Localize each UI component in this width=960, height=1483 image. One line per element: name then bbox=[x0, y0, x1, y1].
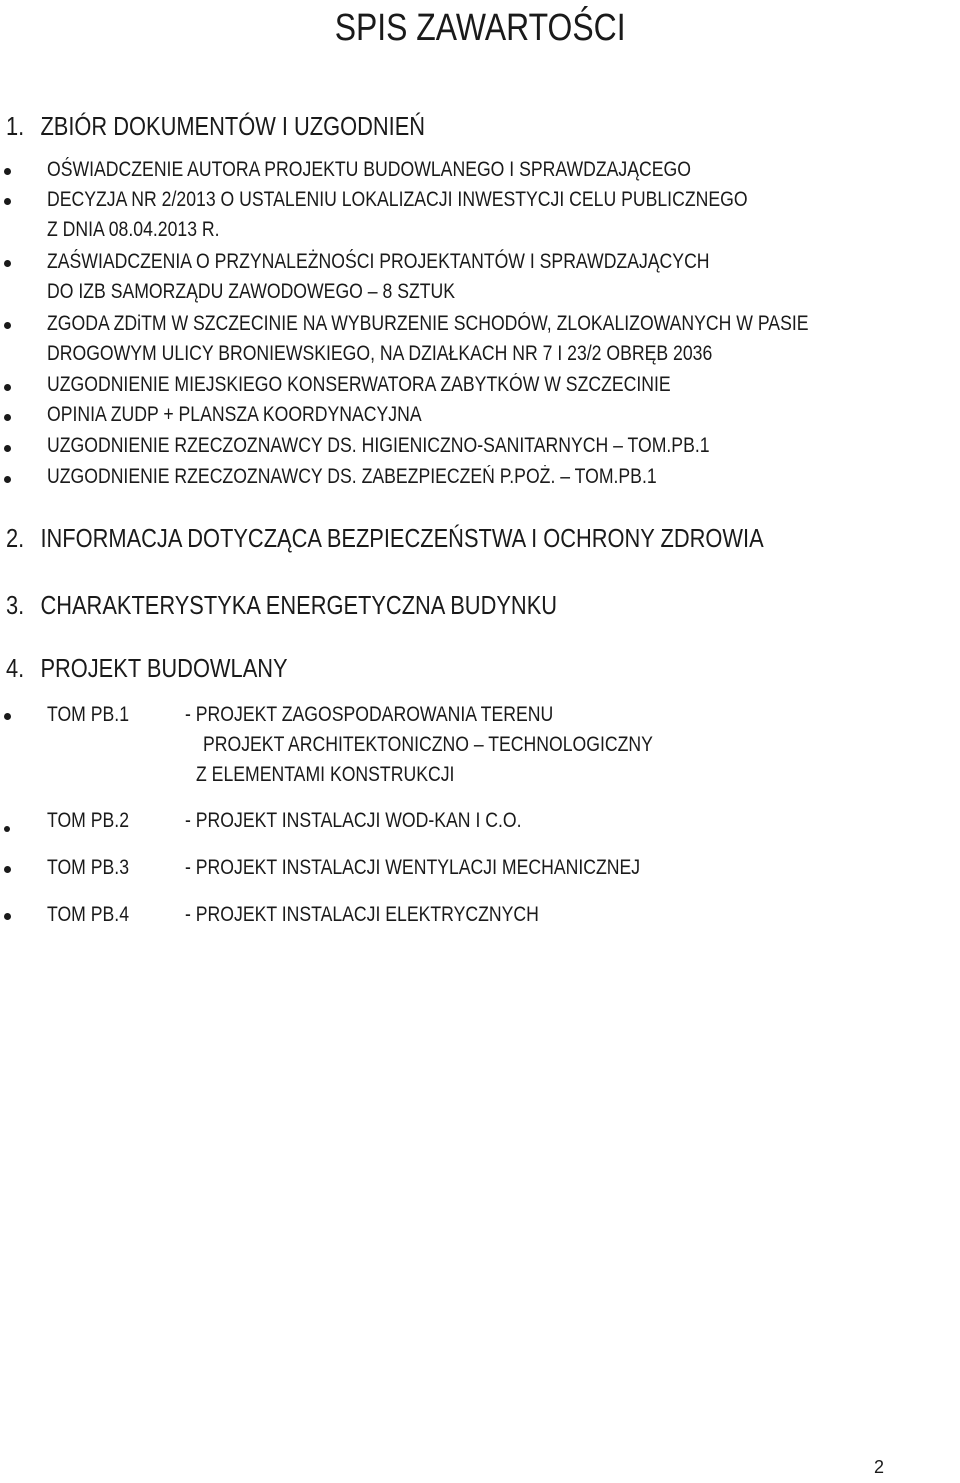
tom-description: Z ELEMENTAMI KONSTRUKCJI bbox=[196, 763, 455, 786]
tom-label: TOM PB.1 bbox=[47, 703, 130, 726]
tom-description: - PROJEKT INSTALACJI WOD-KAN I C.O. bbox=[185, 809, 522, 832]
bullet-icon bbox=[4, 913, 11, 920]
list-item-line: OPINIA ZUDP + PLANSZA KOORDYNACYJNA bbox=[47, 403, 422, 426]
list-item-line: UZGODNIENIE RZECZOZNAWCY DS. HIGIENICZNO-SANITARNYCH – TOM.PB.1 bbox=[47, 434, 710, 457]
section-4-heading: 4. PROJEKT BUDOWLANY bbox=[6, 653, 288, 683]
page-number: 2 bbox=[873, 1457, 884, 1477]
bullet-icon bbox=[4, 322, 11, 329]
list-item-line: DO IZB SAMORZĄDU ZAWODOWEGO – 8 SZTUK bbox=[47, 280, 456, 303]
bullet-icon bbox=[4, 826, 10, 832]
list-item-line: UZGODNIENIE RZECZOZNAWCY DS. ZABEZPIECZEŃ P.POŻ. – TOM.PB.1 bbox=[47, 465, 657, 488]
bullet-icon bbox=[4, 476, 11, 483]
bullet-icon bbox=[4, 414, 11, 421]
list-item-line: UZGODNIENIE MIEJSKIEGO KONSERWATORA ZABYTKÓW W SZCZECINIE bbox=[47, 373, 671, 396]
list-item-line: ZGODA ZDiTM W SZCZECINIE NA WYBURZENIE SCHODÓW, ZLOKALIZOWANYCH W PASIE bbox=[47, 312, 809, 335]
list-item-line: OŚWIADCZENIE AUTORA PROJEKTU BUDOWLANEGO I SPRAWDZAJĄCEGO bbox=[47, 158, 691, 181]
tom-description: - PROJEKT ZAGOSPODAROWANIA TERENU bbox=[185, 703, 554, 726]
section-3-heading: 3. CHARAKTERYSTYKA ENERGETYCZNA BUDYNKU bbox=[6, 590, 558, 620]
section-1-heading: 1. ZBIÓR DOKUMENTÓW I UZGODNIEŃ bbox=[6, 111, 426, 141]
section-2-heading: 2. INFORMACJA DOTYCZĄCA BEZPIECZEŃSTWA I OCHRONY ZDROWIA bbox=[6, 523, 764, 553]
bullet-icon bbox=[4, 384, 11, 391]
tom-description: - PROJEKT INSTALACJI WENTYLACJI MECHANICZNEJ bbox=[185, 856, 641, 879]
bullet-icon bbox=[4, 260, 11, 267]
list-item-line: Z DNIA 08.04.2013 R. bbox=[47, 218, 220, 241]
page-title: SPIS ZAWARTOŚCI bbox=[334, 7, 626, 49]
bullet-icon bbox=[4, 445, 11, 452]
bullet-icon bbox=[4, 168, 11, 175]
list-item-line: DECYZJA NR 2/2013 O USTALENIU LOKALIZACJI INWESTYCJI CELU PUBLICZNEGO bbox=[47, 188, 748, 211]
tom-label: TOM PB.2 bbox=[47, 809, 130, 832]
bullet-icon bbox=[4, 866, 11, 873]
tom-label: TOM PB.3 bbox=[47, 856, 130, 879]
tom-description: - PROJEKT INSTALACJI ELEKTRYCZNYCH bbox=[185, 903, 539, 926]
list-item-line: DROGOWYM ULICY BRONIEWSKIEGO, NA DZIAŁKACH NR 7 I 23/2 OBRĘB 2036 bbox=[47, 342, 713, 365]
list-item-line: ZAŚWIADCZENIA O PRZYNALEŻNOŚCI PROJEKTANTÓW I SPRAWDZAJĄCYCH bbox=[47, 250, 710, 273]
tom-description: PROJEKT ARCHITEKTONICZNO – TECHNOLOGICZNY bbox=[203, 733, 653, 756]
tom-label: TOM PB.4 bbox=[47, 903, 130, 926]
bullet-icon bbox=[4, 713, 11, 720]
bullet-icon bbox=[4, 198, 11, 205]
